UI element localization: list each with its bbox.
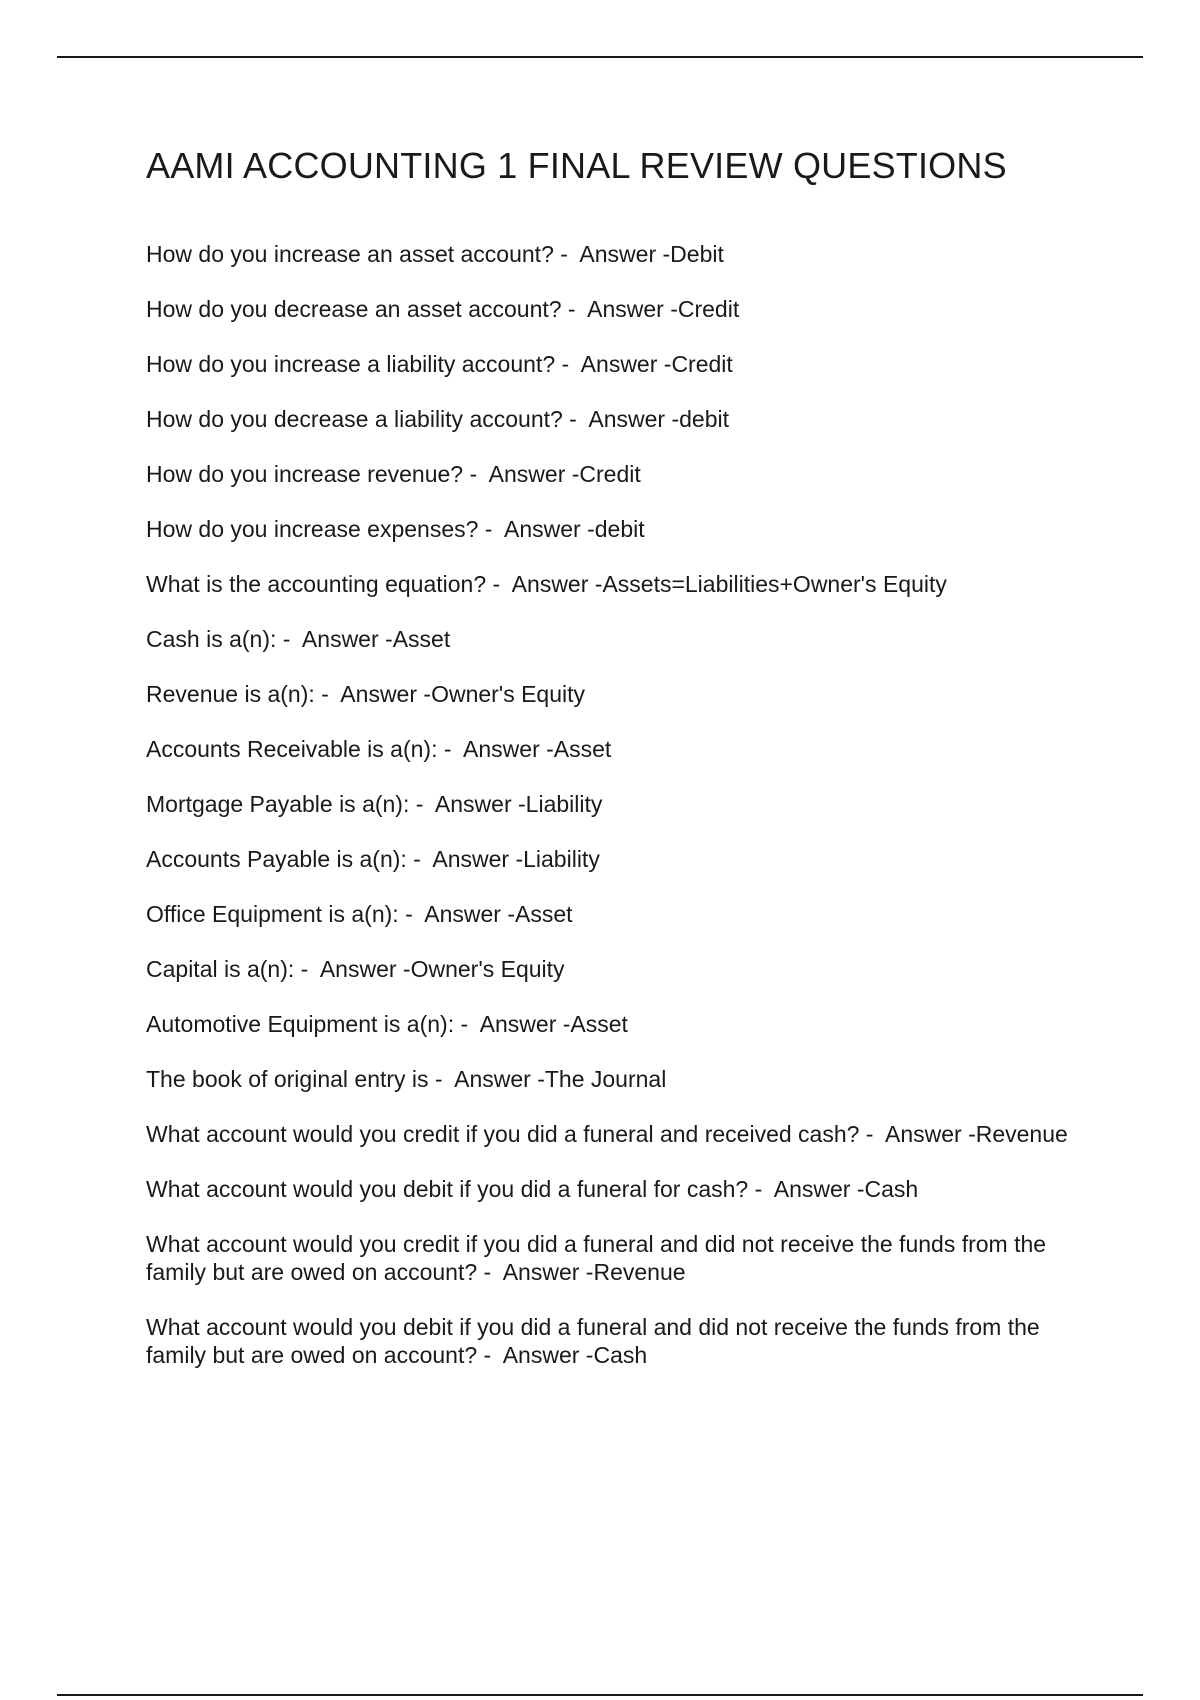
- answer-separator: - Answer -: [486, 571, 603, 597]
- qa-item: [146, 680, 1096, 708]
- bottom-divider: [57, 1694, 1143, 1696]
- answer-text: debit: [594, 516, 645, 542]
- answer-separator: - Answer -: [314, 681, 432, 707]
- question-text: Accounts Receivable is a(n):: [146, 736, 438, 762]
- answer-separator: - Answer -: [859, 1121, 976, 1147]
- question-text: How do you increase revenue?: [146, 461, 464, 487]
- qa-list: [146, 240, 1096, 1369]
- answer-text: Revenue: [593, 1259, 686, 1285]
- question-text: What account would you debit if you did a funeral and did not receive the funds from the family but are owed on account?: [146, 1314, 1040, 1368]
- answer-text: Owner's Equity: [410, 956, 565, 982]
- answer-text: Asset: [515, 901, 573, 927]
- top-divider: [57, 56, 1143, 58]
- question-text: The book of original entry is: [146, 1066, 429, 1092]
- answer-separator: - Answer -: [478, 516, 595, 542]
- document-title: AAMI ACCOUNTING 1 FINAL REVIEW QUESTIONS: [146, 145, 1007, 186]
- question-text: Capital is a(n):: [146, 956, 295, 982]
- answer-separator: - Answer -: [562, 406, 680, 432]
- question-text: What is the accounting equation?: [146, 571, 487, 597]
- answer-separator: - Answer -: [553, 241, 671, 267]
- question-text: Revenue is a(n):: [146, 681, 315, 707]
- qa-item: [146, 295, 1096, 323]
- question-text: How do you increase an asset account?: [146, 241, 554, 267]
- qa-item: [146, 240, 1096, 268]
- answer-separator: - Answer -: [406, 846, 524, 872]
- question-text: How do you increase a liability account?: [146, 351, 556, 377]
- answer-separator: - Answer -: [555, 351, 672, 377]
- answer-text: Cash: [864, 1176, 919, 1202]
- answer-separator: - Answer -: [561, 296, 678, 322]
- answer-separator: - Answer -: [463, 461, 580, 487]
- answer-text: Assets=Liabilities+Owner's Equity: [602, 571, 947, 597]
- qa-item: [146, 845, 1096, 873]
- answer-text: debit: [679, 406, 729, 432]
- qa-item: [146, 460, 1096, 488]
- answer-text: Liability: [523, 846, 600, 872]
- question-text: Cash is a(n):: [146, 626, 277, 652]
- answer-text: Credit: [677, 296, 740, 322]
- qa-item: [146, 405, 1096, 433]
- answer-separator: - Answer -: [398, 901, 515, 927]
- qa-item: [146, 1120, 1096, 1148]
- qa-item: [146, 735, 1096, 763]
- answer-text: Liability: [525, 791, 603, 817]
- answer-text: Revenue: [975, 1121, 1068, 1147]
- answer-text: Asset: [553, 736, 612, 762]
- answer-separator: - Answer -: [437, 736, 554, 762]
- answer-text: The Journal: [544, 1066, 667, 1092]
- qa-item: [146, 515, 1096, 543]
- qa-item: [146, 350, 1096, 378]
- answer-separator: - Answer -: [428, 1066, 545, 1092]
- qa-item: [146, 1313, 1096, 1369]
- answer-separator: - Answer -: [477, 1259, 594, 1285]
- qa-item: [146, 1175, 1096, 1203]
- answer-text: Owner's Equity: [431, 681, 586, 707]
- answer-text: Cash: [593, 1342, 648, 1368]
- question-text: What account would you credit if you did a funeral and did not receive the funds from the family but are owed on account?: [146, 1231, 1047, 1285]
- question-text: What account would you debit if you did a funeral for cash?: [146, 1176, 749, 1202]
- qa-item: [146, 625, 1096, 653]
- question-text: How do you decrease an asset account?: [146, 296, 562, 322]
- answer-separator: - Answer -: [276, 626, 393, 652]
- qa-item: [146, 1065, 1096, 1093]
- answer-separator: - Answer -: [294, 956, 411, 982]
- qa-item: [146, 1230, 1096, 1286]
- question-text: How do you increase expenses?: [146, 516, 479, 542]
- qa-item: [146, 900, 1096, 928]
- question-text: Office Equipment is a(n):: [146, 901, 399, 927]
- question-text: Mortgage Payable is a(n):: [146, 791, 410, 817]
- document-body: [146, 140, 1096, 1396]
- answer-separator: - Answer -: [454, 1011, 571, 1037]
- answer-separator: - Answer -: [748, 1176, 865, 1202]
- answer-text: Asset: [570, 1011, 628, 1037]
- answer-text: Credit: [671, 351, 733, 377]
- qa-item: [146, 1010, 1096, 1038]
- answer-text: Credit: [579, 461, 641, 487]
- answer-text: Asset: [392, 626, 451, 652]
- question-text: What account would you credit if you did a funeral and received cash?: [146, 1121, 860, 1147]
- qa-item: [146, 955, 1096, 983]
- answer-text: Debit: [670, 241, 724, 267]
- question-text: How do you decrease a liability account?: [146, 406, 563, 432]
- qa-item: [146, 790, 1096, 818]
- qa-item: [146, 570, 1096, 598]
- question-text: Automotive Equipment is a(n):: [146, 1011, 455, 1037]
- question-text: Accounts Payable is a(n):: [146, 846, 407, 872]
- answer-separator: - Answer -: [409, 791, 526, 817]
- answer-separator: - Answer -: [477, 1342, 594, 1368]
